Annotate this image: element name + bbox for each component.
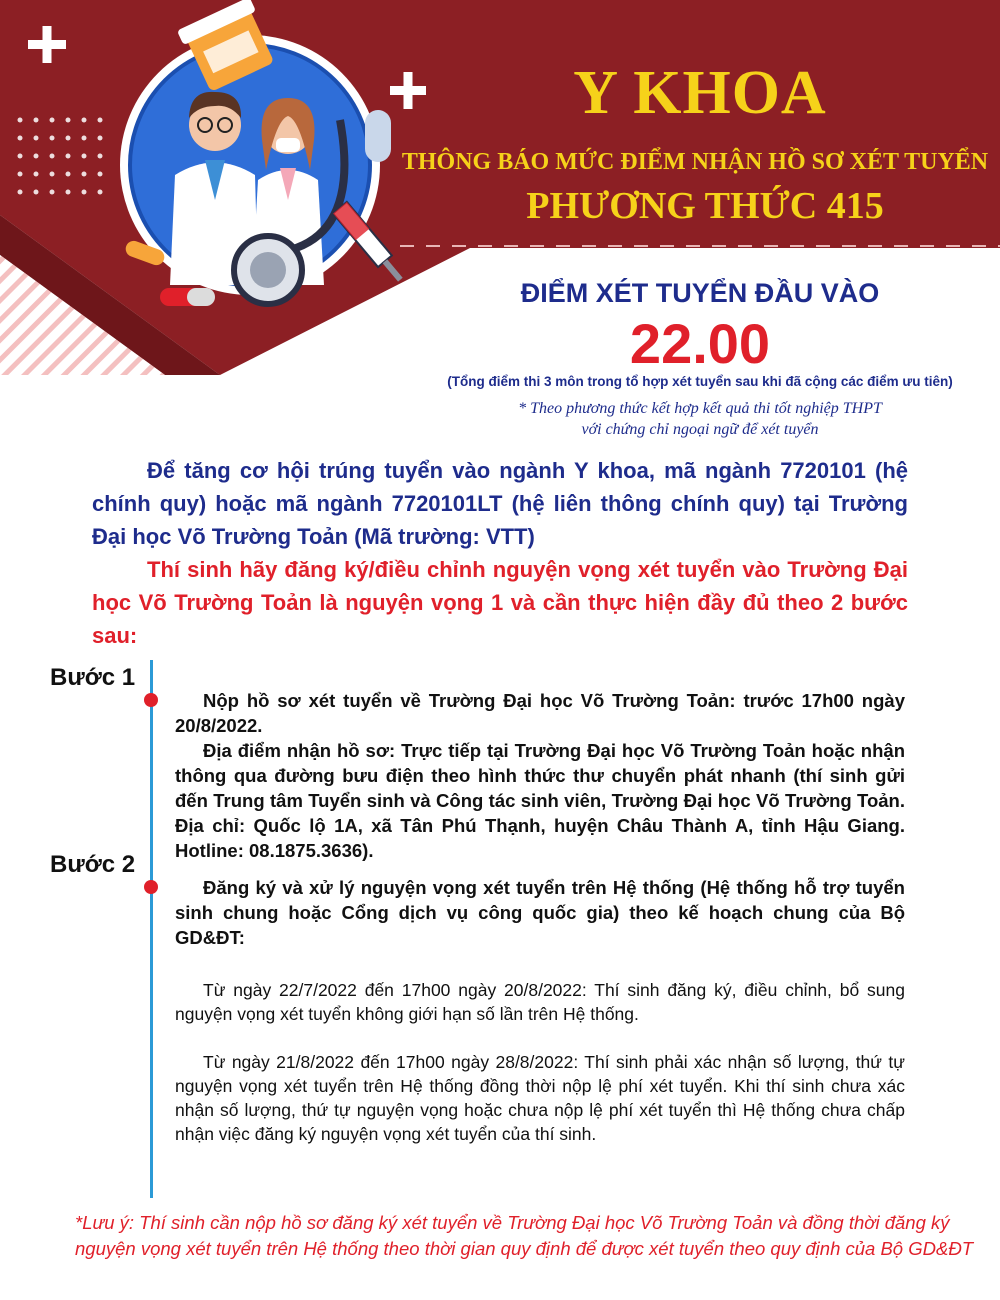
intro-paragraph-1: Để tăng cơ hội trúng tuyển vào ngành Y khoa, mã ngành 7720101 (hệ chính quy) hoặc mã ngành 7720101LT (hệ liên thông chính quy) tại Trường Đại học Võ Trường Toản (Mã trường: VTT) bbox=[92, 458, 908, 549]
step-1-content bbox=[175, 688, 905, 863]
page-subtitle: THÔNG BÁO MỨC ĐIỂM NHẬN HỒ SƠ XÉT TUYỂN bbox=[401, 149, 989, 175]
admission-method-title: PHƯƠNG THỨC 415 bbox=[526, 185, 884, 227]
step-1-paragraph-2: Địa điểm nhận hồ sơ: Trực tiếp tại Trường Đại học Võ Trường Toản hoặc nhận thông qua đường bưu điện theo hình thức thư chuyển phát nhanh (thí sinh gửi đến Trung tâm Tuyển sinh và Công tác sinh viên, Trường Đại học Võ Trường Toản. Địa chỉ: Quốc lộ 1A, xã Tân Phú Thạnh, huyện Châu Thành A, tỉnh Hậu Giang. Hotline: 08.1875.3636). bbox=[175, 740, 905, 861]
step-2-content bbox=[175, 875, 905, 1146]
step-2-paragraph-2: Từ ngày 22/7/2022 đến 17h00 ngày 20/8/2022: Thí sinh đăng ký, điều chỉnh, bổ sung nguyện vọng xét tuyển không giới hạn số lần trên Hệ thống. bbox=[175, 980, 905, 1024]
timeline-line bbox=[150, 660, 153, 1198]
step-2-paragraph-3: Từ ngày 21/8/2022 đến 17h00 ngày 28/8/2022: Thí sinh phải xác nhận số lượng, thứ tự nguyện vọng xét tuyển trên Hệ thống đồng thời nộp lệ phí xét tuyển. Khi thí sinh chưa xác nhận số lượng, thứ tự nguyện vọng hoặc chưa nộp lệ phí xét tuyển thì Hệ thống chưa chấp nhận việc đăng ký nguyện vọng xét tuyển của thí sinh. bbox=[175, 1052, 905, 1144]
step-1-dot bbox=[144, 693, 158, 707]
footnote: *Lưu ý: Thí sinh cần nộp hồ sơ đăng ký xét tuyển về Trường Đại học Võ Trường Toản và đồng thời đăng ký nguyện vọng xét tuyển trên Hệ thống theo thời gian quy định để được xét tuyển theo quy định của Bộ GD&ĐT bbox=[75, 1212, 973, 1259]
score-method-note bbox=[430, 398, 970, 440]
score-value: 22.00 bbox=[629, 312, 771, 375]
score-note: (Tổng điểm thi 3 môn trong tổ hợp xét tuyển sau khi đã cộng các điểm ưu tiên) bbox=[447, 374, 953, 389]
step-1-label: Bước 1 bbox=[50, 664, 136, 691]
step-2-label: Bước 2 bbox=[50, 851, 136, 878]
score-method-line-1: * Theo phương thức kết hợp kết quả thi tốt nghiệp THPT bbox=[518, 400, 882, 417]
step-2-dot bbox=[144, 880, 158, 894]
step-2-paragraph-1: Đăng ký và xử lý nguyện vọng xét tuyển trên Hệ thống (Hệ thống hỗ trợ tuyển sinh chung hoặc Cổng dịch vụ công quốc gia) theo kế hoạch chung của Bộ GD&ĐT: bbox=[175, 877, 905, 948]
intro-paragraph-2: Thí sinh hãy đăng ký/điều chỉnh nguyện vọng xét tuyển vào Trường Đại học Võ Trường Toản là nguyện vọng 1 và cần thực hiện đầy đủ theo 2 bước sau: bbox=[92, 557, 908, 648]
score-label: ĐIỂM XÉT TUYỂN ĐẦU VÀO bbox=[520, 278, 880, 308]
intro-section bbox=[92, 454, 908, 652]
score-method-line-2: với chứng chỉ ngoại ngữ để xét tuyển bbox=[581, 421, 819, 438]
page-title: Y KHOA bbox=[573, 59, 827, 127]
step-1-paragraph-1: Nộp hồ sơ xét tuyển về Trường Đại học Võ Trường Toản: trước 17h00 ngày 20/8/2022. bbox=[175, 690, 905, 736]
